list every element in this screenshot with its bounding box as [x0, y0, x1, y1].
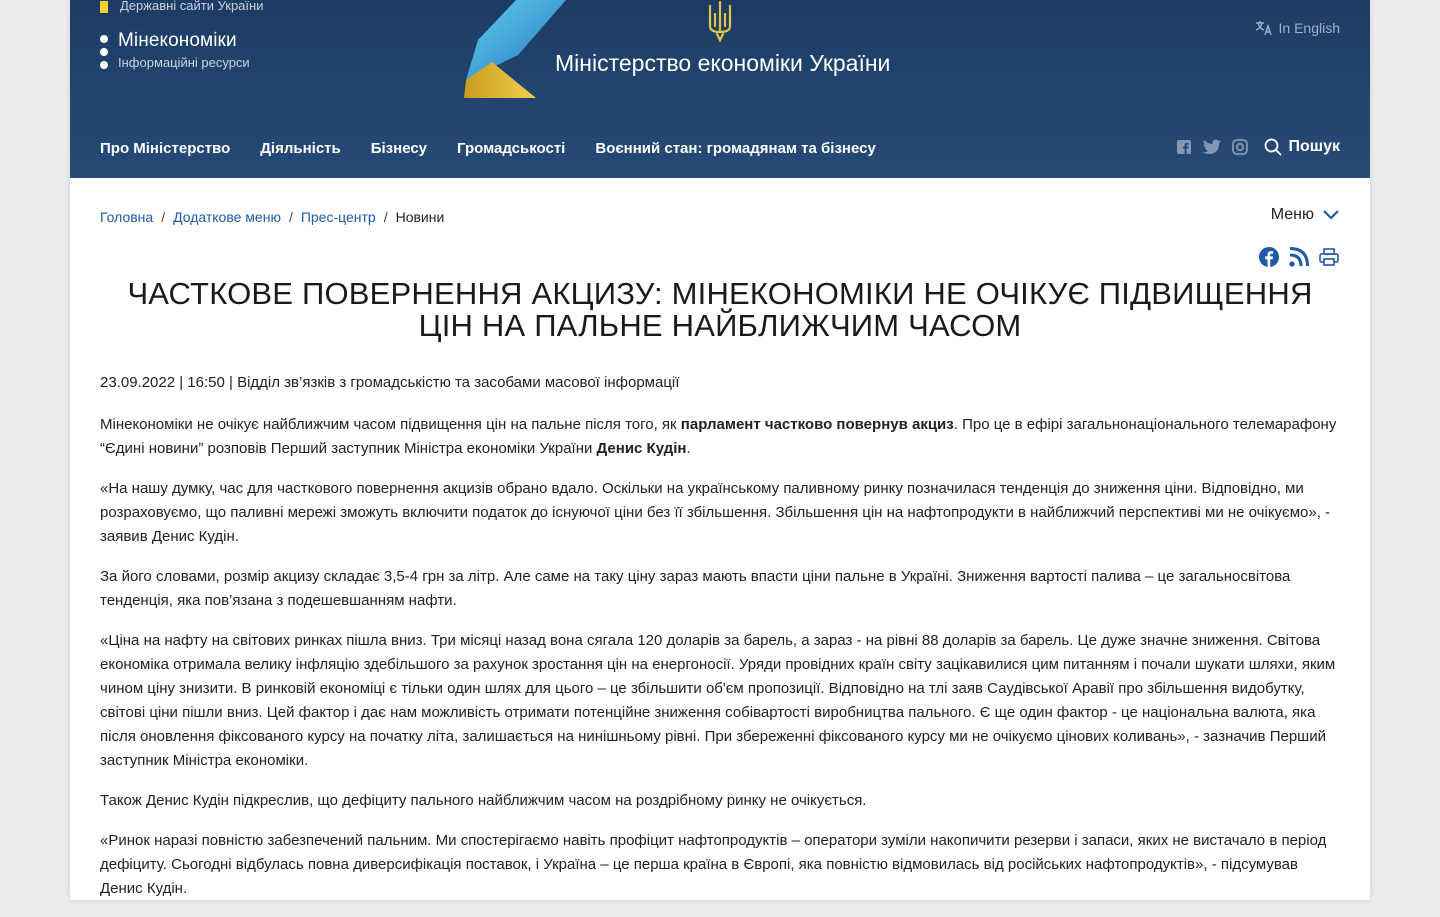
translate-icon — [1255, 20, 1273, 36]
page — [70, 0, 1370, 900]
nav-public[interactable]: Громадськості — [457, 140, 566, 157]
site-name: Мінекономіки — [118, 30, 237, 51]
search-icon — [1264, 138, 1282, 156]
article-paragraph: Мінекономіки не очікує найближчим часом підвищення цін на пальне після того, як парламент частково повернув акциз. Про це в ефірі загальнонаціонального телемарафону “Єдині новини” розповів Перший заступник Міністра економіки України Денис Кудін. — [100, 416, 1337, 457]
flag-icon — [100, 1, 108, 13]
article-paragraph: «Ціна на нафту на світових ринках пішла вниз. Три місяці назад вона сягала 120 доларів за барель, а зараз - на рівні 88 доларів за барель. Це дуже значне зниження. Світова економіка отримала велику інфляцію здебільшого за рахунок зростання цін на енергоносії. Уряди провідних країн світу зацікавилися цим питанням і почали шукати шляхи, яким чином ціну знизити. В ринковій економіці є тільки один шлях для цього – це збільшити об'єм пропозиції. Відповідно на тлі заяв Саудівської Аравії про збільшення видобутку, світові ціни пішли вниз. Цей фактор і дає нам можливість отримати потенційне зниження собівартості виробництва пального. Є ще один фактор - це національна валюта, яка після оновлення фіксованого курсу на початку літа, залишається на нинішньому рівні. При збереженні фіксованого курсу ми не очікуємо цінових коливань», - зазначив Перший заступник Міністра економіки. — [100, 632, 1336, 769]
site-header — [70, 0, 1370, 178]
nav-business[interactable]: Бізнесу — [370, 140, 428, 157]
article-meta: 23.09.2022 | 16:50 | Відділ зв’язків з громадськістю та засобами масової інформації — [100, 374, 680, 391]
nav-activity[interactable]: Діяльність — [260, 140, 341, 157]
lang-label: In English — [1278, 20, 1340, 36]
twitter-icon[interactable] — [1202, 139, 1222, 155]
menu-toggle[interactable] — [1271, 206, 1340, 224]
ministry-logo-icon[interactable] — [458, 0, 570, 100]
site-switcher[interactable] — [100, 30, 250, 70]
article-title: ЧАСТКОВЕ ПОВЕРНЕННЯ АКЦИЗУ: МІНЕКОНОМІКИ НЕ ОЧІКУЄ ПІДВИЩЕННЯ ЦІН НА ПАЛЬНЕ НАЙБЛИЖЧИМ ЧАСОМ — [127, 276, 1313, 343]
nav-about[interactable]: Про Міністерство — [100, 140, 231, 157]
print-icon[interactable] — [1318, 246, 1340, 268]
breadcrumb-separator: / — [161, 209, 166, 225]
breadcrumb-separator: / — [383, 209, 388, 225]
share-bar — [1258, 246, 1340, 268]
facebook-icon[interactable] — [1176, 139, 1192, 155]
breadcrumb-press[interactable]: Прес-центр — [300, 209, 376, 225]
main-nav — [100, 140, 876, 157]
article-paragraph: Також Денис Кудін підкреслив, що дефіциту пального найближчим часом на роздрібному ринку не очікується. — [100, 792, 867, 809]
search-button[interactable] — [1264, 138, 1340, 156]
breadcrumb-extra-menu[interactable]: Додаткове меню — [173, 209, 281, 225]
instagram-icon[interactable] — [1232, 139, 1248, 155]
social-links — [1176, 138, 1340, 156]
site-sub: Інформаційні ресурси — [118, 55, 250, 70]
article-body — [100, 413, 1340, 917]
breadcrumb-separator: / — [288, 209, 293, 225]
nav-martial-law[interactable]: Воєнний стан: громадянам та бізнесу — [595, 140, 876, 157]
search-label: Пошук — [1288, 138, 1340, 155]
person-name: Денис Кудін — [596, 440, 687, 457]
article-paragraph: «Ринок наразі повністю забезпечений пальним. Ми спостерігаємо навіть профіцит нафтопродуктів – оператори зуміли накопичити резерви і запаси, яких не вистачало в період дефіциту. Сьогодні відбулась повна диверсифікація поставок, і Україна – це перша країна в Європі, яка повністю відмовилась від російських нафтопродуктів», - підсумував Денис Кудін. — [100, 832, 1327, 897]
breadcrumb-current: Новини — [395, 209, 445, 225]
language-switch[interactable] — [1255, 20, 1340, 36]
excise-link[interactable]: парламент частково повернув акциз — [680, 416, 954, 433]
breadcrumb-home[interactable]: Головна — [100, 209, 154, 225]
breadcrumb — [100, 209, 444, 225]
rss-icon[interactable] — [1288, 246, 1310, 268]
gov-sites-label: Державні сайти України — [120, 0, 264, 13]
dots-icon — [100, 35, 108, 70]
article-paragraph: «На нашу думку, час для часткового повернення акцизів обрано вдало. Оскільки на українському паливному ринку позначилася тенденція до зниження ціни. Відповідно, ми розраховуємо, що паливні мережі зможуть включити податок до існуючої ціни без її збільшення. Збільшення цін на нафтопродукти в найближчий перспективі ми не очікуємо», - заявив Денис Кудін. — [100, 480, 1331, 545]
gov-sites-link[interactable] — [100, 0, 263, 14]
menu-label: Меню — [1270, 206, 1314, 223]
chevron-down-icon — [1322, 209, 1340, 221]
article-paragraph: За його словами, розмір акцизу складає 3,5-4 грн за літр. Але саме на таку ціну зараз мають впасти ціни пальне в Україні. Зниження вартості палива – це загальносвітова тенденція, яка пов’язана з подешевшанням нафти. — [100, 568, 1291, 609]
facebook-share-icon[interactable] — [1258, 246, 1280, 268]
trident-icon — [706, 0, 734, 42]
ministry-title[interactable]: Міністерство економіки України — [555, 50, 891, 76]
